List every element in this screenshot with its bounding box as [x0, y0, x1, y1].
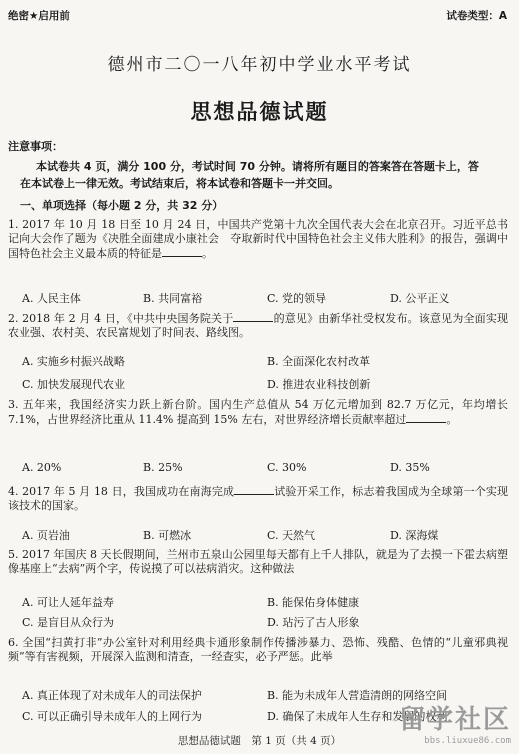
q1-option-c: C. 党的领导: [267, 292, 327, 305]
q6-option-d: D. 确保了未成年人生存和发展的权利: [267, 710, 448, 723]
question-3-stem: [8, 398, 508, 427]
q5-option-c: C. 是盲目从众行为: [22, 616, 115, 629]
q5-option-d: D. 玷污了古人形象: [267, 616, 360, 629]
q3-option-b: B. 25%: [143, 461, 183, 474]
q1-option-a: A. 人民主体: [22, 292, 81, 305]
subject-title: 思想品德试题: [190, 100, 329, 124]
answer-blank: [234, 484, 274, 495]
watermark-logo: 留学社区: [398, 705, 511, 735]
notice-heading: 注意事项：: [8, 140, 63, 153]
watermark-url: bbs.liuxue86.com: [424, 736, 511, 746]
notice-line-1: 本试卷共 4 页，满分 100 分，考试时间 70 分钟。请将所有题目的答案答在答题卡上，答: [36, 160, 479, 173]
exam-title: 德州市二〇一八年初中学业水平考试: [107, 55, 412, 75]
question-4-text-a: 4. 2017 年 5 月 18 日，我国成功在南海完成: [8, 485, 235, 498]
q4-option-c: C. 天然气: [267, 529, 316, 542]
q2-option-b: B. 全面深化农村改革: [267, 355, 371, 368]
question-5-stem: [8, 548, 508, 576]
exam-type-label: 试卷类型：A: [446, 10, 507, 22]
q5-option-b: B. 能保佑身体健康: [267, 596, 360, 609]
answer-blank: [233, 311, 273, 322]
q3-option-a: A. 20%: [22, 461, 62, 474]
section-title: 一、单项选择（每小题 2 分，共 32 分）: [20, 199, 224, 212]
q5-option-a: A. 可让人延年益寿: [22, 596, 114, 609]
question-4-stem: [8, 484, 508, 513]
question-1-stem: [8, 218, 508, 261]
question-3-end: 。: [446, 413, 458, 426]
q6-option-a: A. 真正体现了对未成年人的司法保护: [22, 689, 202, 702]
q6-option-c: C. 可以正确引导未成年人的上网行为: [22, 710, 203, 723]
watermark: [399, 699, 511, 746]
page-footer: 思想品德试题 第 1 页（共 4 页）: [177, 735, 342, 747]
q6-option-b: B. 能为未成年人营造清朗的网络空间: [267, 689, 448, 702]
question-2-stem: [8, 311, 508, 340]
q3-option-d: D. 35%: [390, 461, 430, 474]
question-1-end: 。: [202, 247, 213, 260]
answer-blank: [406, 412, 446, 423]
q4-option-b: B. 可燃冰: [143, 529, 192, 542]
q2-option-a: A. 实施乡村振兴战略: [22, 355, 125, 368]
q2-option-c: C. 加快发展现代农业: [22, 378, 126, 391]
q1-option-b: B. 共同富裕: [143, 292, 203, 305]
question-2-text-b: 的意见》由新华社受权发布。该意见为全面实现农业强、农村美、农民富规划了时间表、路线图。: [8, 312, 509, 339]
q4-option-a: A. 页岩油: [22, 529, 70, 542]
answer-blank: [162, 246, 202, 257]
question-6-text: 6. 全国“扫黄打非”办公室针对利用经典卡通形象制作传播涉暴力、恐怖、残酷、色情的“儿童邪典视频”等有害视频，开展深入监测和清查，一经查实，必予严惩。此举: [8, 636, 508, 663]
q1-option-d: D. 公平正义: [390, 292, 450, 305]
question-3-text: 3. 五年来，我国经济实力跃上新台阶。国内生产总值从 54 万亿元增加到 82.7 万亿元，年均增长 7.1%，占世界经济比重从 11.4% 提高到 15% 左右，对世界经济增长贡献率超过: [8, 398, 508, 426]
q3-option-c: C. 30%: [267, 461, 307, 474]
question-5-text: 5. 2017 年国庆 8 天长假期间，兰州市五泉山公园里每天都有上千人排队，就是为了去摸一下霍去病塑像基座上“去病”两个字，传说摸了可以祛病消灾。这种做法: [8, 548, 508, 575]
question-1-text: 1. 2017 年 10 月 18 日至 10 月 24 日，中国共产党第十九次全国代表大会在北京召开。习近平总书记向大会作了题为《决胜全面建成小康社会 夺取新时代中国特色社会主义伟大胜利》的报告，强调中国特色社会主义最本质的特征是: [8, 218, 508, 260]
q2-option-d: D. 推进农业科技创新: [267, 378, 371, 391]
question-6-stem: [8, 636, 508, 664]
confidential-label: 绝密★启用前: [8, 10, 70, 22]
question-4-text-b: 试验开采工作，标志着我国成为全球第一个实现该技术的国家。: [8, 485, 508, 512]
notice-line-2: 在本试卷上一律无效。考试结束后，将本试卷和答题卡一并交回。: [20, 177, 339, 190]
question-2-text-a: 2. 2018 年 2 月 4 日，《中共中央国务院关于: [8, 312, 234, 325]
q4-option-d: D. 深海煤: [390, 529, 439, 542]
